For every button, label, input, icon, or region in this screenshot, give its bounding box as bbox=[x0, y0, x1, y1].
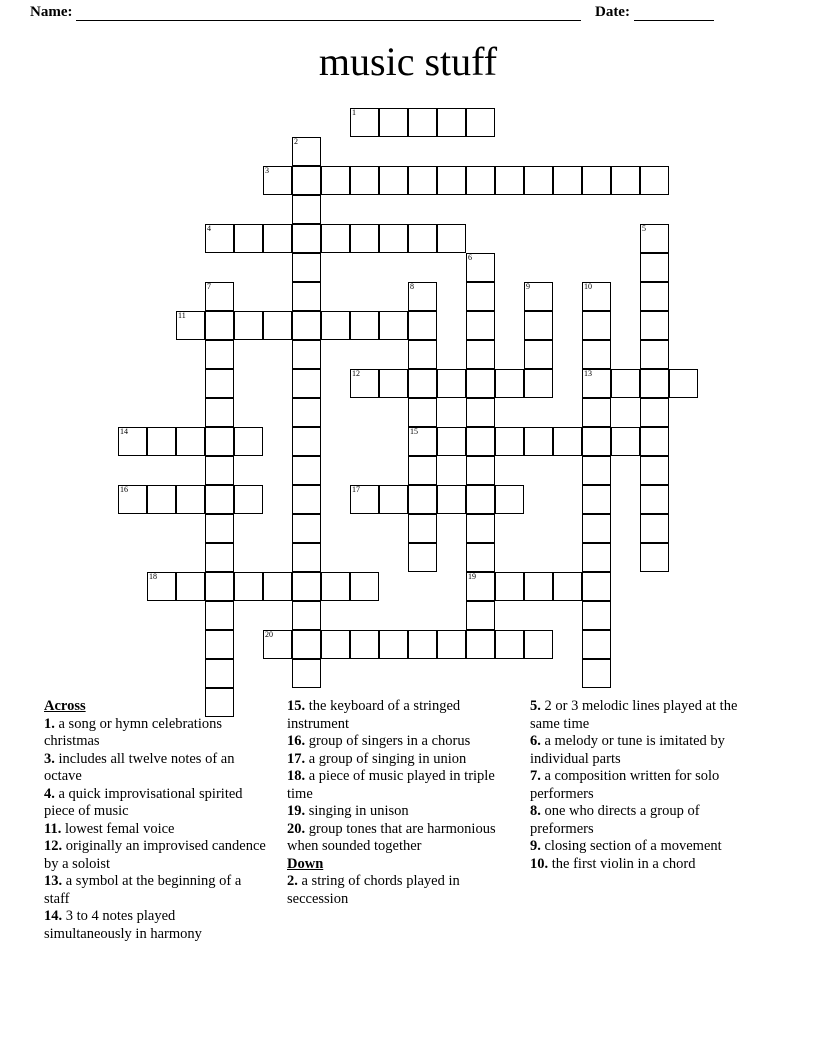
grid-cell[interactable] bbox=[408, 630, 437, 659]
grid-cell[interactable] bbox=[640, 369, 669, 398]
down-heading: Down bbox=[287, 855, 324, 872]
grid-cell[interactable] bbox=[582, 282, 611, 311]
clue-item bbox=[44, 908, 266, 943]
grid-cell[interactable] bbox=[205, 630, 234, 659]
clue-text: a composition written for solo performers bbox=[530, 768, 720, 802]
cell-number: 14 bbox=[120, 427, 128, 436]
grid-cell[interactable] bbox=[408, 340, 437, 369]
grid-cell[interactable] bbox=[408, 224, 437, 253]
grid-cell[interactable] bbox=[495, 485, 524, 514]
grid-cell[interactable] bbox=[408, 485, 437, 514]
grid-cell[interactable] bbox=[292, 253, 321, 282]
clues-section bbox=[44, 698, 772, 968]
clue-item bbox=[530, 768, 752, 803]
grid-cell[interactable] bbox=[582, 630, 611, 659]
clue-item bbox=[530, 733, 752, 768]
grid-cell[interactable] bbox=[292, 427, 321, 456]
grid-cell[interactable] bbox=[205, 398, 234, 427]
grid-cell[interactable] bbox=[582, 456, 611, 485]
clue-item bbox=[530, 803, 752, 838]
clue-text: group tones that are harmonious when sounded together bbox=[287, 820, 496, 854]
grid-cell[interactable] bbox=[234, 311, 263, 340]
grid-cell[interactable] bbox=[524, 369, 553, 398]
grid-cell[interactable] bbox=[495, 572, 524, 601]
grid-cell[interactable] bbox=[350, 485, 379, 514]
grid-cell[interactable] bbox=[495, 427, 524, 456]
grid-cell[interactable] bbox=[408, 166, 437, 195]
grid-cell[interactable] bbox=[611, 166, 640, 195]
cell-number: 17 bbox=[352, 485, 360, 494]
clue-item bbox=[44, 838, 266, 873]
grid-cell[interactable] bbox=[321, 572, 350, 601]
grid-cell[interactable] bbox=[292, 398, 321, 427]
grid-cell[interactable] bbox=[582, 398, 611, 427]
grid-cell[interactable] bbox=[408, 514, 437, 543]
grid-cell[interactable] bbox=[466, 166, 495, 195]
grid-cell[interactable] bbox=[582, 659, 611, 688]
grid-cell[interactable] bbox=[640, 166, 669, 195]
grid-cell[interactable] bbox=[524, 340, 553, 369]
grid-cell[interactable] bbox=[292, 166, 321, 195]
clue-item bbox=[287, 873, 509, 908]
grid-cell[interactable] bbox=[234, 572, 263, 601]
grid-cell[interactable] bbox=[263, 630, 292, 659]
grid-cell[interactable] bbox=[437, 108, 466, 137]
grid-cell[interactable] bbox=[640, 514, 669, 543]
grid-cell[interactable] bbox=[176, 427, 205, 456]
grid-cell[interactable] bbox=[379, 369, 408, 398]
clue-text: one who directs a group of preformers bbox=[530, 803, 700, 837]
grid-cell[interactable] bbox=[292, 137, 321, 166]
clue-text: 2 or 3 melodic lines played at the same time bbox=[530, 698, 738, 732]
grid-cell[interactable] bbox=[292, 195, 321, 224]
grid-cell[interactable] bbox=[524, 282, 553, 311]
grid-cell[interactable] bbox=[379, 224, 408, 253]
cell-number: 11 bbox=[178, 311, 186, 320]
clue-number: 13. bbox=[44, 873, 63, 889]
grid-cell[interactable] bbox=[582, 601, 611, 630]
grid-cell[interactable] bbox=[408, 369, 437, 398]
grid-cell[interactable] bbox=[582, 340, 611, 369]
grid-cell[interactable] bbox=[205, 543, 234, 572]
grid-cell[interactable] bbox=[176, 311, 205, 340]
clues-column-2 bbox=[287, 698, 509, 908]
grid-cell[interactable] bbox=[640, 253, 669, 282]
grid-cell[interactable] bbox=[205, 659, 234, 688]
grid-cell[interactable] bbox=[379, 630, 408, 659]
grid-cell[interactable] bbox=[466, 601, 495, 630]
grid-cell[interactable] bbox=[292, 659, 321, 688]
grid-cell[interactable] bbox=[640, 427, 669, 456]
grid-cell[interactable] bbox=[321, 166, 350, 195]
clue-text: a melody or tune is imitated by individual parts bbox=[530, 733, 725, 767]
grid-cell[interactable] bbox=[292, 514, 321, 543]
grid-cell[interactable] bbox=[466, 108, 495, 137]
grid-cell[interactable] bbox=[437, 369, 466, 398]
grid-cell[interactable] bbox=[379, 166, 408, 195]
grid-cell[interactable] bbox=[553, 427, 582, 456]
clue-text: a group of singing in union bbox=[305, 750, 467, 767]
grid-cell[interactable] bbox=[640, 398, 669, 427]
grid-cell[interactable] bbox=[205, 427, 234, 456]
clue-number: 16. bbox=[287, 733, 306, 749]
clue-text: closing section of a movement bbox=[540, 838, 722, 854]
grid-cell[interactable] bbox=[524, 166, 553, 195]
clue-text: includes all twelve notes of an octave bbox=[44, 750, 235, 784]
clue-number: 8. bbox=[530, 803, 541, 819]
clue-text: a piece of music played in triple time bbox=[287, 768, 495, 802]
clues-column-3 bbox=[530, 698, 752, 873]
grid-cell[interactable] bbox=[147, 485, 176, 514]
grid-cell[interactable] bbox=[205, 456, 234, 485]
grid-cell[interactable] bbox=[234, 427, 263, 456]
grid-cell[interactable] bbox=[118, 485, 147, 514]
grid-cell[interactable] bbox=[205, 572, 234, 601]
across-heading: Across bbox=[44, 698, 86, 714]
name-label: Name: bbox=[30, 4, 73, 20]
grid-cell[interactable] bbox=[176, 572, 205, 601]
grid-cell[interactable] bbox=[350, 630, 379, 659]
clue-item bbox=[287, 768, 509, 803]
clue-number: 10. bbox=[530, 855, 549, 872]
grid-cell[interactable] bbox=[466, 485, 495, 514]
cell-number: 13 bbox=[584, 369, 592, 378]
clue-item bbox=[44, 786, 266, 821]
clue-number: 6. bbox=[530, 733, 541, 749]
clue-number: 14. bbox=[44, 908, 63, 924]
grid-cell[interactable] bbox=[205, 340, 234, 369]
grid-cell[interactable] bbox=[147, 572, 176, 601]
cell-number: 10 bbox=[584, 282, 592, 291]
clue-number: 15. bbox=[287, 698, 306, 714]
grid-cell[interactable] bbox=[582, 166, 611, 195]
cell-number: 15 bbox=[410, 427, 418, 436]
clue-item bbox=[287, 751, 509, 769]
cell-number: 5 bbox=[642, 224, 646, 233]
grid-cell[interactable] bbox=[292, 543, 321, 572]
grid-cell[interactable] bbox=[292, 340, 321, 369]
clue-number: 5. bbox=[530, 698, 541, 714]
grid-cell[interactable] bbox=[234, 224, 263, 253]
grid-cell[interactable] bbox=[292, 369, 321, 398]
grid-cell[interactable] bbox=[640, 224, 669, 253]
grid-cell[interactable] bbox=[292, 224, 321, 253]
clue-text: a string of chords played in seccession bbox=[287, 873, 460, 907]
grid-cell[interactable] bbox=[495, 166, 524, 195]
grid-cell[interactable] bbox=[524, 630, 553, 659]
grid-cell[interactable] bbox=[553, 572, 582, 601]
grid-cell[interactable] bbox=[205, 282, 234, 311]
grid-cell[interactable] bbox=[408, 311, 437, 340]
grid-cell[interactable] bbox=[640, 311, 669, 340]
clue-number: 18. bbox=[287, 768, 306, 784]
clue-text: singing in unison bbox=[305, 803, 409, 819]
grid-cell[interactable] bbox=[408, 398, 437, 427]
grid-cell[interactable] bbox=[640, 282, 669, 311]
grid-cell[interactable] bbox=[582, 311, 611, 340]
grid-cell[interactable] bbox=[437, 485, 466, 514]
grid-cell[interactable] bbox=[466, 282, 495, 311]
grid-cell[interactable] bbox=[640, 543, 669, 572]
grid-cell[interactable] bbox=[466, 340, 495, 369]
grid-cell[interactable] bbox=[263, 224, 292, 253]
grid-cell[interactable] bbox=[205, 224, 234, 253]
grid-cell[interactable] bbox=[524, 572, 553, 601]
grid-cell[interactable] bbox=[582, 485, 611, 514]
grid-cell[interactable] bbox=[582, 514, 611, 543]
clue-number: 20. bbox=[287, 820, 306, 837]
clue-number: 7. bbox=[530, 768, 541, 784]
grid-cell[interactable] bbox=[408, 108, 437, 137]
clue-text: a song or hymn celebrations christmas bbox=[44, 715, 222, 749]
clue-text: group of singers in a chorus bbox=[305, 733, 471, 749]
clue-item bbox=[530, 698, 752, 733]
grid-cell[interactable] bbox=[205, 514, 234, 543]
clue-text: the first violin in a chord bbox=[548, 855, 696, 872]
clue-number: 4. bbox=[44, 785, 55, 802]
cell-number: 20 bbox=[265, 630, 273, 639]
clue-item bbox=[44, 716, 266, 751]
grid-cell[interactable] bbox=[466, 398, 495, 427]
grid-cell[interactable] bbox=[466, 514, 495, 543]
clue-item bbox=[287, 821, 509, 856]
clue-number: 9. bbox=[530, 838, 541, 854]
grid-cell[interactable] bbox=[466, 253, 495, 282]
clue-number: 17. bbox=[287, 750, 306, 767]
grid-cell[interactable] bbox=[437, 224, 466, 253]
grid-cell[interactable] bbox=[350, 108, 379, 137]
grid-cell[interactable] bbox=[321, 630, 350, 659]
grid-cell[interactable] bbox=[118, 427, 147, 456]
clue-text: a quick improvisational spirited piece of music bbox=[44, 785, 243, 819]
grid-cell[interactable] bbox=[437, 630, 466, 659]
cell-number: 8 bbox=[410, 282, 414, 291]
clue-text: a symbol at the beginning of a staff bbox=[44, 873, 242, 907]
grid-cell[interactable] bbox=[524, 311, 553, 340]
clue-item bbox=[287, 803, 509, 821]
grid-cell[interactable] bbox=[408, 456, 437, 485]
grid-cell[interactable] bbox=[640, 456, 669, 485]
cell-number: 1 bbox=[352, 108, 356, 117]
grid-cell[interactable] bbox=[205, 485, 234, 514]
grid-cell[interactable] bbox=[234, 485, 263, 514]
clue-text: 3 to 4 notes played simultaneously in harmony bbox=[44, 908, 202, 942]
grid-cell[interactable] bbox=[466, 427, 495, 456]
cell-number: 6 bbox=[468, 253, 472, 262]
grid-cell[interactable] bbox=[640, 485, 669, 514]
grid-cell[interactable] bbox=[350, 166, 379, 195]
grid-cell[interactable] bbox=[466, 456, 495, 485]
grid-cell[interactable] bbox=[263, 166, 292, 195]
grid-cell[interactable] bbox=[350, 224, 379, 253]
grid-cell[interactable] bbox=[553, 166, 582, 195]
clue-item bbox=[44, 873, 266, 908]
grid-cell[interactable] bbox=[263, 311, 292, 340]
clue-number: 12. bbox=[44, 838, 63, 854]
cell-number: 12 bbox=[352, 369, 360, 378]
clue-number: 1. bbox=[44, 715, 55, 732]
grid-cell[interactable] bbox=[147, 427, 176, 456]
grid-cell[interactable] bbox=[205, 601, 234, 630]
cell-number: 2 bbox=[294, 137, 298, 146]
clue-number: 11. bbox=[44, 820, 62, 837]
grid-cell[interactable] bbox=[292, 630, 321, 659]
clue-number: 2. bbox=[287, 873, 298, 889]
grid-cell[interactable] bbox=[350, 369, 379, 398]
clue-text: originally an improvised candence by a soloist bbox=[44, 838, 266, 872]
grid-cell[interactable] bbox=[292, 601, 321, 630]
cell-number: 4 bbox=[207, 224, 211, 233]
grid-cell[interactable] bbox=[321, 311, 350, 340]
grid-cell[interactable] bbox=[611, 427, 640, 456]
grid-cell[interactable] bbox=[292, 572, 321, 601]
grid-cell[interactable] bbox=[321, 224, 350, 253]
grid-cell[interactable] bbox=[582, 369, 611, 398]
grid-cell[interactable] bbox=[205, 369, 234, 398]
grid-cell[interactable] bbox=[176, 485, 205, 514]
grid-cell[interactable] bbox=[466, 369, 495, 398]
grid-cell[interactable] bbox=[350, 572, 379, 601]
grid-cell[interactable] bbox=[669, 369, 698, 398]
grid-cell[interactable] bbox=[292, 456, 321, 485]
cell-number: 19 bbox=[468, 572, 476, 581]
grid-cell[interactable] bbox=[466, 630, 495, 659]
cell-number: 16 bbox=[120, 485, 128, 494]
clue-item bbox=[287, 733, 509, 751]
cell-number: 3 bbox=[265, 166, 269, 175]
grid-cell[interactable] bbox=[582, 543, 611, 572]
cell-number: 18 bbox=[149, 572, 157, 581]
grid-cell[interactable] bbox=[524, 427, 553, 456]
grid-cell[interactable] bbox=[466, 543, 495, 572]
page-title: music stuff bbox=[318, 39, 498, 84]
grid-cell[interactable] bbox=[640, 340, 669, 369]
clue-text: the keyboard of a stringed instrument bbox=[287, 698, 461, 732]
grid-cell[interactable] bbox=[292, 282, 321, 311]
grid-cell[interactable] bbox=[408, 282, 437, 311]
clue-item bbox=[530, 838, 752, 856]
clue-number: 3. bbox=[44, 750, 55, 767]
date-label: Date: bbox=[594, 4, 630, 20]
clue-item bbox=[44, 751, 266, 786]
grid-cell[interactable] bbox=[495, 630, 524, 659]
grid-cell[interactable] bbox=[437, 166, 466, 195]
grid-cell[interactable] bbox=[495, 369, 524, 398]
clue-number: 19. bbox=[287, 803, 306, 819]
grid-cell[interactable] bbox=[611, 369, 640, 398]
clue-item bbox=[530, 856, 752, 874]
cell-number: 7 bbox=[207, 282, 211, 291]
clues-column-1 bbox=[44, 698, 266, 943]
grid-cell[interactable] bbox=[379, 311, 408, 340]
grid-cell[interactable] bbox=[408, 543, 437, 572]
grid-cell[interactable] bbox=[466, 311, 495, 340]
cell-number: 9 bbox=[526, 282, 530, 291]
grid-cell[interactable] bbox=[466, 572, 495, 601]
clue-item bbox=[44, 821, 266, 839]
clue-text: lowest femal voice bbox=[61, 820, 175, 837]
grid-cell[interactable] bbox=[437, 427, 466, 456]
grid-cell[interactable] bbox=[582, 427, 611, 456]
grid-cell[interactable] bbox=[408, 427, 437, 456]
clue-item bbox=[287, 698, 509, 733]
grid-cell[interactable] bbox=[582, 572, 611, 601]
grid-cell[interactable] bbox=[379, 108, 408, 137]
grid-cell[interactable] bbox=[292, 485, 321, 514]
grid-cell[interactable] bbox=[292, 311, 321, 340]
grid-cell[interactable] bbox=[263, 572, 292, 601]
grid-cell[interactable] bbox=[205, 311, 234, 340]
grid-cell[interactable] bbox=[379, 485, 408, 514]
grid-cell[interactable] bbox=[350, 311, 379, 340]
